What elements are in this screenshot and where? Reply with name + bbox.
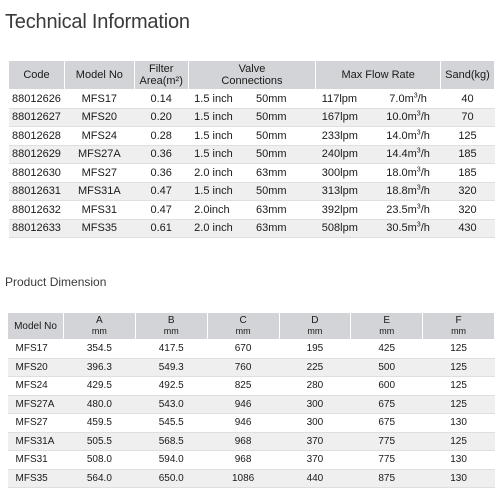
valve-mm-cell	[250, 145, 316, 164]
unit-superscript: 3	[416, 147, 421, 155]
table-row	[8, 395, 495, 414]
valve-inch-cell	[188, 164, 250, 183]
dims-model-cell: MFS35	[8, 469, 64, 488]
dims-b-cell: 549.3	[135, 358, 207, 377]
valve-mm-cell-value: 50mm	[256, 129, 287, 142]
flow-m3h-cell	[376, 201, 441, 220]
valve-inch-cell	[188, 145, 250, 164]
dims-a-cell: 505.5	[63, 432, 135, 451]
filter-area-cell-value: 0.47	[150, 203, 172, 216]
valve-mm-cell-value: 50mm	[256, 111, 287, 124]
dims-d-cell: 300	[279, 395, 351, 414]
sand-cell	[440, 182, 494, 201]
table-row	[8, 377, 495, 396]
flow-m3h-cell-value: 18.0m	[386, 166, 417, 179]
sand-cell-value: 185	[458, 166, 477, 179]
header-valve-line1: Valve	[238, 63, 266, 75]
filter-area-cell	[134, 164, 188, 183]
flow-m3h-cell-value: 30.5m	[386, 222, 417, 235]
model-cell	[64, 164, 134, 183]
dims-header-model: Model No	[8, 313, 64, 340]
sand-cell	[440, 108, 494, 127]
dims-model-cell: MFS27A	[8, 395, 64, 414]
sand-cell	[440, 164, 494, 183]
code-cell	[9, 127, 65, 146]
sand-cell	[440, 201, 494, 220]
dims-d-cell: 280	[279, 377, 351, 396]
dims-header-unit: mm	[91, 326, 107, 336]
sand-cell-value: 185	[458, 148, 477, 161]
filter-area-cell-value: 0.47	[150, 185, 172, 198]
flow-m3h-cell	[376, 145, 441, 164]
dims-header-d-label: D	[311, 315, 319, 326]
table-row	[9, 90, 495, 109]
unit-superscript: 3	[416, 184, 421, 192]
model-cell	[64, 219, 134, 238]
model-cell	[64, 90, 134, 109]
flow-lpm-cell-value: 313lpm	[321, 185, 358, 198]
dims-f-cell: 130	[423, 469, 495, 488]
flow-m3h-cell	[376, 127, 441, 146]
dims-header-b-label: B	[167, 315, 175, 326]
filter-area-cell-value: 0.36	[150, 148, 172, 161]
filter-area-cell-value: 0.61	[150, 222, 172, 235]
dims-b-cell: 492.5	[135, 377, 207, 396]
code-cell-value: 88012631	[11, 185, 61, 198]
dims-c-cell: 1086	[207, 469, 279, 488]
table-row	[8, 340, 495, 359]
dims-header-unit: mm	[451, 326, 467, 336]
header-filter-area	[134, 61, 188, 90]
valve-mm-cell	[250, 108, 316, 127]
filter-area-cell-value: 0.36	[150, 166, 172, 179]
model-cell-value: MFS17	[81, 92, 118, 105]
flow-lpm-cell	[316, 219, 376, 238]
dims-f-cell: 125	[423, 432, 495, 451]
flow-m3h-cell-value: 7.0m	[389, 92, 414, 105]
dims-b-cell: 568.5	[135, 432, 207, 451]
flow-lpm-cell	[316, 145, 376, 164]
model-cell-value: MFS35	[81, 222, 118, 235]
table-row	[9, 164, 495, 183]
unit-tail: /h	[420, 166, 430, 179]
dims-f-cell: 125	[423, 340, 495, 359]
flow-lpm-cell-value: 508lpm	[321, 222, 358, 235]
flow-m3h-cell-value: 18.8m	[386, 185, 417, 198]
flow-lpm-cell	[316, 90, 376, 109]
code-cell-value: 88012633	[11, 222, 61, 235]
flow-m3h-cell-value: 10.0m	[386, 111, 417, 124]
flow-lpm-cell-value: 240lpm	[321, 148, 358, 161]
flow-lpm-cell	[316, 164, 376, 183]
page-title: Technical Information	[5, 11, 190, 33]
table-row	[8, 469, 495, 488]
dims-d-cell: 440	[279, 469, 351, 488]
code-cell	[9, 145, 65, 164]
sand-cell-value: 70	[461, 111, 474, 124]
dims-header-e	[351, 313, 423, 340]
valve-inch-cell-value: 1.5 inch	[194, 129, 233, 142]
section-subtitle: Product Dimension	[5, 275, 107, 289]
unit-tail: /h	[420, 148, 430, 161]
header-sand: Sand(kg)	[440, 61, 494, 90]
unit-tail: /h	[420, 222, 430, 235]
unit-tail: /h	[420, 203, 430, 216]
valve-inch-cell-value: 1.5 inch	[194, 111, 233, 124]
table-row	[8, 414, 495, 433]
dims-c-cell: 946	[207, 395, 279, 414]
dims-header-a	[63, 313, 135, 340]
valve-inch-cell	[188, 219, 250, 238]
dims-a-cell: 508.0	[63, 451, 135, 470]
sand-cell-value: 430	[458, 222, 477, 235]
flow-m3h-cell-value: 14.0m	[386, 129, 417, 142]
flow-m3h-cell	[376, 90, 441, 109]
unit-superscript: 3	[416, 110, 421, 118]
valve-mm-cell-value: 50mm	[256, 92, 287, 105]
table-header-row	[9, 61, 495, 90]
sand-cell	[440, 145, 494, 164]
valve-mm-cell	[250, 90, 316, 109]
dims-c-cell: 968	[207, 451, 279, 470]
table-row	[9, 219, 495, 238]
dims-c-cell: 825	[207, 377, 279, 396]
valve-mm-cell	[250, 219, 316, 238]
dims-f-cell: 125	[423, 358, 495, 377]
dims-a-cell: 564.0	[63, 469, 135, 488]
unit-superscript: 3	[416, 221, 421, 229]
dims-e-cell: 675	[351, 395, 423, 414]
unit-superscript: 3	[416, 203, 421, 211]
filter-area-cell	[134, 219, 188, 238]
dims-c-cell: 946	[207, 414, 279, 433]
model-cell	[64, 108, 134, 127]
dims-model-cell: MFS31A	[8, 432, 64, 451]
flow-lpm-cell	[316, 201, 376, 220]
valve-mm-cell-value: 50mm	[256, 148, 287, 161]
flow-m3h-cell	[376, 219, 441, 238]
header-valve-line2: Connections	[221, 75, 283, 87]
header-valve-connections	[188, 61, 316, 90]
flow-m3h-cell-value: 14.4m	[386, 148, 417, 161]
dims-header-d	[279, 313, 351, 340]
table-row	[8, 432, 495, 451]
header-filter-line2: Area(m²)	[139, 75, 183, 87]
valve-inch-cell	[188, 182, 250, 201]
filter-area-cell	[134, 145, 188, 164]
valve-inch-cell	[188, 108, 250, 127]
sand-cell-value: 40	[461, 92, 474, 105]
model-cell-value: MFS24	[81, 129, 118, 142]
dims-header-unit: mm	[307, 326, 323, 336]
filter-area-cell-value: 0.20	[150, 111, 172, 124]
code-cell-value: 88012627	[11, 111, 61, 124]
unit-superscript: 3	[416, 129, 421, 137]
valve-inch-cell	[188, 201, 250, 220]
valve-mm-cell	[250, 127, 316, 146]
model-cell	[64, 201, 134, 220]
code-cell	[9, 108, 65, 127]
technical-info-table	[8, 60, 495, 238]
dims-e-cell: 675	[351, 414, 423, 433]
valve-mm-cell-value: 50mm	[256, 185, 287, 198]
valve-mm-cell	[250, 164, 316, 183]
dims-d-cell: 225	[279, 358, 351, 377]
table-row	[9, 182, 495, 201]
dims-model-cell: MFS27	[8, 414, 64, 433]
code-cell-value: 88012630	[11, 166, 61, 179]
dims-model-cell: MFS31	[8, 451, 64, 470]
valve-mm-cell	[250, 201, 316, 220]
filter-area-cell-value: 0.14	[150, 92, 172, 105]
valve-inch-cell	[188, 90, 250, 109]
dims-c-cell: 670	[207, 340, 279, 359]
code-cell-value: 88012626	[11, 92, 61, 105]
dims-d-cell: 195	[279, 340, 351, 359]
valve-inch-cell	[188, 127, 250, 146]
dims-e-cell: 875	[351, 469, 423, 488]
dims-header-unit: mm	[235, 326, 251, 336]
dims-b-cell: 594.0	[135, 451, 207, 470]
flow-lpm-cell	[316, 108, 376, 127]
dims-header-a-label: A	[96, 315, 103, 326]
dims-header-e-label: E	[383, 315, 391, 326]
filter-area-cell	[134, 127, 188, 146]
header-code: Code	[9, 61, 65, 90]
model-cell-value: MFS31A	[77, 185, 121, 198]
dims-a-cell: 354.5	[63, 340, 135, 359]
dims-a-cell: 429.5	[63, 377, 135, 396]
dims-f-cell: 130	[423, 451, 495, 470]
code-cell-value: 88012632	[11, 203, 61, 216]
filter-area-cell	[134, 182, 188, 201]
dims-model-cell: MFS24	[8, 377, 64, 396]
flow-lpm-cell-value: 233lpm	[321, 129, 358, 142]
dims-f-cell: 130	[423, 414, 495, 433]
code-cell	[9, 201, 65, 220]
dims-header-unit: mm	[379, 326, 395, 336]
table-row	[9, 145, 495, 164]
valve-mm-cell-value: 63mm	[256, 222, 287, 235]
code-cell	[9, 90, 65, 109]
filter-area-cell-value: 0.28	[150, 129, 172, 142]
dims-d-cell: 300	[279, 414, 351, 433]
dims-header-f	[423, 313, 495, 340]
filter-area-cell	[134, 90, 188, 109]
product-dimension-table	[7, 312, 495, 488]
dims-e-cell: 600	[351, 377, 423, 396]
dims-b-cell: 417.5	[135, 340, 207, 359]
dims-a-cell: 480.0	[63, 395, 135, 414]
dims-e-cell: 775	[351, 451, 423, 470]
unit-tail: /h	[420, 129, 430, 142]
dims-header-unit: mm	[163, 326, 179, 336]
unit-tail: /h	[420, 111, 430, 124]
unit-superscript: 3	[413, 92, 418, 100]
dims-b-cell: 545.5	[135, 414, 207, 433]
sand-cell-value: 320	[458, 203, 477, 216]
dims-b-cell: 543.0	[135, 395, 207, 414]
model-cell-value: MFS27A	[77, 148, 121, 161]
dims-header-b	[135, 313, 207, 340]
dims-model-cell: MFS20	[8, 358, 64, 377]
flow-lpm-cell-value: 300lpm	[321, 166, 358, 179]
valve-inch-cell-value: 2.0 inch	[194, 166, 233, 179]
product-dimension-body	[8, 340, 495, 488]
flow-lpm-cell	[316, 182, 376, 201]
unit-tail: /h	[420, 185, 430, 198]
filter-area-cell	[134, 108, 188, 127]
unit-tail: /h	[417, 92, 427, 105]
technical-info-body	[9, 90, 495, 238]
table-row	[9, 201, 495, 220]
unit-superscript: 3	[416, 166, 421, 174]
valve-inch-cell-value: 2.0inch	[194, 203, 230, 216]
table-row	[9, 108, 495, 127]
dims-c-cell: 760	[207, 358, 279, 377]
table-row	[8, 358, 495, 377]
valve-inch-cell-value: 1.5 inch	[194, 185, 233, 198]
valve-inch-cell-value: 1.5 inch	[194, 92, 233, 105]
header-filter-line1: Filter	[148, 63, 174, 75]
model-cell-value: MFS27	[81, 166, 118, 179]
model-cell	[64, 145, 134, 164]
flow-m3h-cell	[376, 182, 441, 201]
dims-header-c-label: C	[239, 315, 247, 326]
dims-header-c	[207, 313, 279, 340]
header-model: Model No	[64, 61, 134, 90]
table-row	[9, 127, 495, 146]
header-max-flow-rate: Max Flow Rate	[316, 61, 441, 90]
valve-inch-cell-value: 2.0 inch	[194, 222, 233, 235]
flow-m3h-cell-value: 23.5m	[386, 203, 417, 216]
dims-e-cell: 775	[351, 432, 423, 451]
valve-mm-cell	[250, 182, 316, 201]
dims-a-cell: 396.3	[63, 358, 135, 377]
valve-inch-cell-value: 1.5 inch	[194, 148, 233, 161]
sand-cell-value: 125	[458, 129, 477, 142]
dims-header-row	[8, 313, 495, 340]
code-cell	[9, 164, 65, 183]
code-cell-value: 88012628	[11, 129, 61, 142]
flow-lpm-cell	[316, 127, 376, 146]
dims-b-cell: 650.0	[135, 469, 207, 488]
sand-cell	[440, 90, 494, 109]
model-cell-value: MFS20	[81, 111, 118, 124]
model-cell	[64, 182, 134, 201]
sand-cell	[440, 219, 494, 238]
flow-lpm-cell-value: 392lpm	[321, 203, 358, 216]
dims-model-cell: MFS17	[8, 340, 64, 359]
valve-mm-cell-value: 63mm	[256, 166, 287, 179]
dims-header-f-label: F	[455, 315, 462, 326]
model-cell-value: MFS31	[81, 203, 118, 216]
sand-cell	[440, 127, 494, 146]
table-row	[8, 451, 495, 470]
code-cell	[9, 219, 65, 238]
flow-m3h-cell	[376, 164, 441, 183]
sand-cell-value: 320	[458, 185, 477, 198]
flow-lpm-cell-value: 167lpm	[321, 111, 358, 124]
code-cell	[9, 182, 65, 201]
code-cell-value: 88012629	[11, 148, 61, 161]
dims-a-cell: 459.5	[63, 414, 135, 433]
dims-e-cell: 425	[351, 340, 423, 359]
dims-d-cell: 370	[279, 432, 351, 451]
dims-d-cell: 370	[279, 451, 351, 470]
filter-area-cell	[134, 201, 188, 220]
dims-f-cell: 125	[423, 377, 495, 396]
dims-f-cell: 125	[423, 395, 495, 414]
valve-mm-cell-value: 63mm	[256, 203, 287, 216]
model-cell	[64, 127, 134, 146]
flow-lpm-cell-value: 117lpm	[321, 92, 358, 105]
flow-m3h-cell	[376, 108, 441, 127]
dims-c-cell: 968	[207, 432, 279, 451]
dims-e-cell: 500	[351, 358, 423, 377]
